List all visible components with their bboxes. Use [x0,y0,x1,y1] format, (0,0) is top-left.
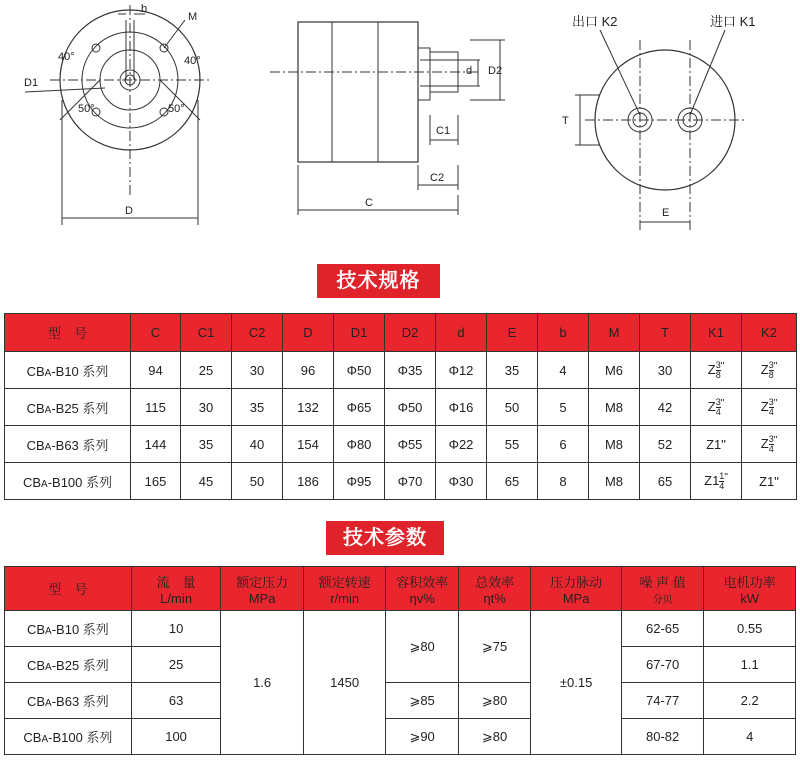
param-header-flow: 流 量 L/min [131,567,221,611]
param-header-pressure: 额定压力 MPa [221,567,304,611]
spec-header-model: 型 号 [5,314,131,352]
label-inlet: 进口 K1 [710,14,756,29]
spec-cell-C2: 30 [232,352,283,389]
param-header-model: 型 号 [5,567,132,611]
param-row-4 [5,719,796,755]
spec-cell-D1: Φ95 [334,463,385,500]
spec-cell-D2: Φ70 [385,463,436,500]
label-M: M [188,11,198,23]
spec-cell-M: M8 [589,463,640,500]
spec-cell-d: Φ12 [436,352,487,389]
spec-row [5,352,797,389]
spec-cell-D: 132 [283,389,334,426]
spec-header-T: T [640,314,691,352]
label-E: E [662,207,670,219]
spec-cell-E: 35 [487,352,538,389]
param-header-noise: 噪 声 值 分贝 [621,567,704,611]
param-vol-eff-3: ⩾90 [386,719,458,755]
param-flow-3: 63 [131,683,221,719]
spec-header-D2: D2 [385,314,436,352]
spec-cell-C2: 35 [232,389,283,426]
param-header-pulsation: 压力脉动 MPa [531,567,622,611]
param-noise-2: 67-70 [621,647,704,683]
param-row-3 [5,683,796,719]
spec-cell-C1: 25 [181,352,232,389]
spec-cell-K2: Z $\frac{3}{8}$ " [742,352,797,389]
spec-cell-D: 96 [283,352,334,389]
spec-cell-C2: 40 [232,426,283,463]
label-d: d [466,65,473,77]
spec-header-M: M [589,314,640,352]
spec-cell-T: 52 [640,426,691,463]
spec-cell-b: 6 [538,426,589,463]
param-header-power: 电机功率 kW [704,567,796,611]
label-angle-top-right: 40° [184,55,201,67]
spec-cell-C1: 45 [181,463,232,500]
label-D: D [125,205,133,217]
spec-row [5,426,797,463]
spec-cell-C1: 35 [181,426,232,463]
label-angle-top-left: 40° [58,51,75,63]
spec-header-d: d [436,314,487,352]
spec-cell-D2: Φ50 [385,389,436,426]
spec-cell-K1: Z $\frac{3}{4}$ " [691,389,742,426]
param-header-speed: 额定转速 r/min [303,567,386,611]
param-flow-2: 25 [131,647,221,683]
spec-cell-C1: 30 [181,389,232,426]
spec-cell-T: 65 [640,463,691,500]
spec-cell-D: 186 [283,463,334,500]
spec-cell-D1: Φ50 [334,352,385,389]
spec-cell-D2: Φ35 [385,352,436,389]
spec-cell-C: 94 [131,352,181,389]
spec-header-C: C [131,314,181,352]
spec-cell-D2: Φ55 [385,426,436,463]
param-noise-3: 74-77 [621,683,704,719]
param-title: 技术参数 [326,521,444,555]
spec-row [5,463,797,500]
spec-cell-E: 55 [487,426,538,463]
spec-cell-b: 5 [538,389,589,426]
spec-model: CBA-B63 系列 [5,426,131,463]
spec-header-D1: D1 [334,314,385,352]
spec-cell-M: M6 [589,352,640,389]
spec-header-row [5,314,797,352]
param-vol-eff-1: ⩾80 [386,611,458,683]
spec-cell-K1: Z1 $\frac{1}{4}$ " [691,463,742,500]
param-power-1: 0.55 [704,611,796,647]
spec-title: 技术规格 [317,264,440,298]
spec-cell-C: 165 [131,463,181,500]
param-vol-eff-2: ⩾85 [386,683,458,719]
spec-cell-T: 30 [640,352,691,389]
param-flow-4: 100 [131,719,221,755]
spec-cell-C2: 50 [232,463,283,500]
param-table [4,566,796,755]
spec-header-C2: C2 [232,314,283,352]
label-outlet: 出口 K2 [572,14,618,29]
param-noise-4: 80-82 [621,719,704,755]
param-tot-eff-1: ⩾75 [458,611,530,683]
spec-header-E: E [487,314,538,352]
spec-cell-C: 144 [131,426,181,463]
spec-cell-K1: Z $\frac{3}{8}$ " [691,352,742,389]
param-model-3: CBA-B63 系列 [5,683,132,719]
label-T: T [562,115,569,127]
param-tot-eff-3: ⩾80 [458,719,530,755]
param-model-1: CBA-B10 系列 [5,611,132,647]
side-view-drawing [270,22,505,215]
param-power-4: 4 [704,719,796,755]
spec-cell-d: Φ30 [436,463,487,500]
param-flow-1: 10 [131,611,221,647]
param-pulsation: ±0.15 [531,611,622,755]
rear-view-drawing [575,30,745,230]
spec-cell-d: Φ22 [436,426,487,463]
label-angle-bottom-left: 50° [78,103,95,115]
spec-header-C1: C1 [181,314,232,352]
spec-table [4,313,797,500]
spec-cell-M: M8 [589,426,640,463]
spec-cell-K2: Z1" [742,463,797,500]
spec-cell-K2: Z $\frac{3}{4}$ " [742,389,797,426]
param-noise-1: 62-65 [621,611,704,647]
spec-cell-K2: Z $\frac{3}{4}$ " [742,426,797,463]
param-header-row [5,567,796,611]
front-view-drawing [25,5,210,225]
spec-model: CBA-B100 系列 [5,463,131,500]
spec-cell-T: 42 [640,389,691,426]
spec-header-b: b [538,314,589,352]
label-b: b [141,3,148,15]
param-power-3: 2.2 [704,683,796,719]
spec-cell-b: 8 [538,463,589,500]
param-tot-eff-2: ⩾80 [458,683,530,719]
label-C1: C1 [436,125,451,137]
technical-drawings [0,0,800,250]
param-header-tot-eff: 总效率 ηt% [458,567,530,611]
spec-cell-E: 50 [487,389,538,426]
spec-cell-D: 154 [283,426,334,463]
spec-cell-d: Φ16 [436,389,487,426]
label-angle-bottom-right: 50° [168,103,185,115]
param-model-2: CBA-B25 系列 [5,647,132,683]
spec-cell-D1: Φ80 [334,426,385,463]
label-D1: D1 [24,77,39,89]
spec-row [5,389,797,426]
param-pressure: 1.6 [221,611,304,755]
spec-header-K1: K1 [691,314,742,352]
spec-cell-b: 4 [538,352,589,389]
spec-cell-K1: Z1" [691,426,742,463]
spec-model: CBA-B25 系列 [5,389,131,426]
param-speed: 1450 [303,611,386,755]
spec-model: CBA-B10 系列 [5,352,131,389]
spec-cell-M: M8 [589,389,640,426]
param-row-1 [5,611,796,647]
label-C: C [365,197,373,209]
label-C2: C2 [430,172,445,184]
spec-cell-E: 65 [487,463,538,500]
spec-cell-D1: Φ65 [334,389,385,426]
label-D2: D2 [488,65,503,77]
spec-header-D: D [283,314,334,352]
spec-header-K2: K2 [742,314,797,352]
param-model-4: CBA-B100 系列 [5,719,132,755]
param-power-2: 1.1 [704,647,796,683]
spec-cell-C: 115 [131,389,181,426]
param-header-vol-eff: 容积效率 ηv% [386,567,458,611]
